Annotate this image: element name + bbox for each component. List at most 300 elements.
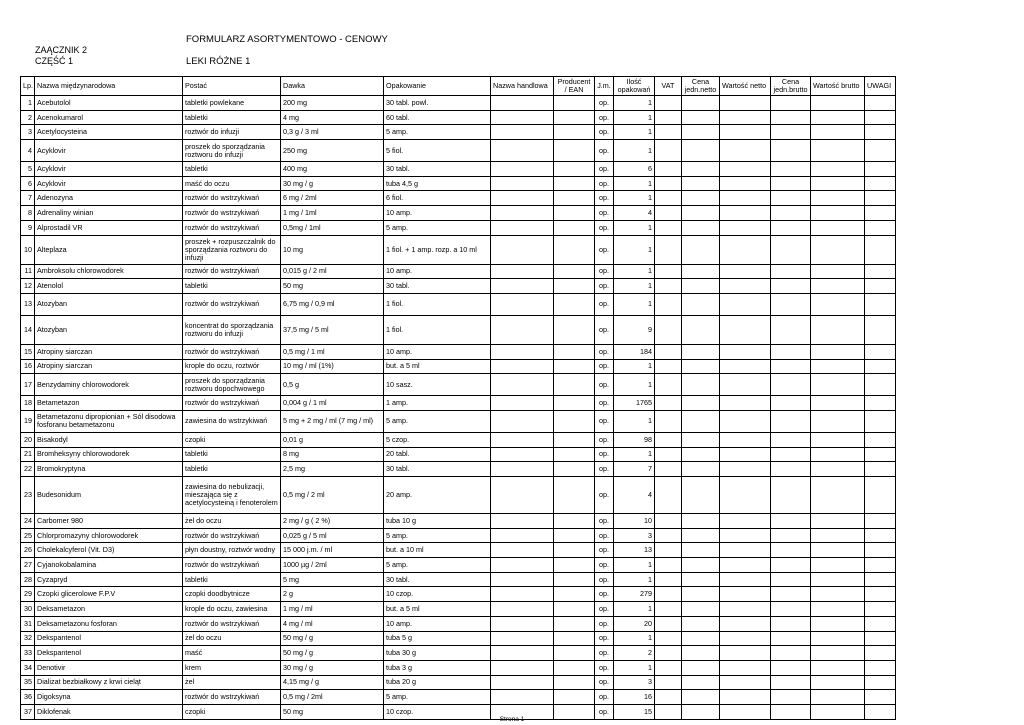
vat-cell[interactable]	[655, 110, 682, 125]
gross-value-cell[interactable]	[811, 206, 865, 221]
unit-net-price-cell[interactable]	[682, 616, 720, 631]
vat-cell[interactable]	[655, 602, 682, 617]
unit-gross-price-cell[interactable]	[771, 432, 811, 447]
remarks-cell[interactable]	[865, 110, 896, 125]
remarks-cell[interactable]	[865, 690, 896, 705]
producer-ean-cell[interactable]	[554, 344, 595, 359]
remarks-cell[interactable]	[865, 96, 896, 111]
unit-net-price-cell[interactable]	[682, 344, 720, 359]
remarks-cell[interactable]	[865, 543, 896, 558]
unit-gross-price-cell[interactable]	[771, 315, 811, 344]
producer-ean-cell[interactable]	[554, 374, 595, 396]
trade-name-cell[interactable]	[491, 514, 554, 529]
unit-gross-price-cell[interactable]	[771, 374, 811, 396]
remarks-cell[interactable]	[865, 220, 896, 235]
unit-net-price-cell[interactable]	[682, 631, 720, 646]
trade-name-cell[interactable]	[491, 110, 554, 125]
vat-cell[interactable]	[655, 616, 682, 631]
vat-cell[interactable]	[655, 220, 682, 235]
remarks-cell[interactable]	[865, 293, 896, 315]
trade-name-cell[interactable]	[491, 616, 554, 631]
unit-gross-price-cell[interactable]	[771, 396, 811, 411]
gross-value-cell[interactable]	[811, 344, 865, 359]
unit-net-price-cell[interactable]	[682, 690, 720, 705]
net-value-cell[interactable]	[720, 293, 771, 315]
gross-value-cell[interactable]	[811, 558, 865, 573]
unit-gross-price-cell[interactable]	[771, 359, 811, 374]
producer-ean-cell[interactable]	[554, 514, 595, 529]
column-header: Nazwa międzynarodowa	[35, 77, 183, 96]
unit-net-price-cell[interactable]	[682, 602, 720, 617]
producer-ean-cell[interactable]	[554, 206, 595, 221]
unit-net-price-cell[interactable]	[682, 432, 720, 447]
trade-name-cell[interactable]	[491, 631, 554, 646]
net-value-cell[interactable]	[720, 110, 771, 125]
unit-gross-price-cell[interactable]	[771, 602, 811, 617]
net-value-cell[interactable]	[720, 176, 771, 191]
row-number: 3	[21, 125, 35, 140]
vat-cell[interactable]	[655, 690, 682, 705]
vat-cell[interactable]	[655, 514, 682, 529]
unit-net-price-cell[interactable]	[682, 110, 720, 125]
net-value-cell[interactable]	[720, 125, 771, 140]
vat-cell[interactable]	[655, 125, 682, 140]
gross-value-cell[interactable]	[811, 125, 865, 140]
net-value-cell[interactable]	[720, 206, 771, 221]
producer-ean-cell[interactable]	[554, 264, 595, 279]
remarks-cell[interactable]	[865, 191, 896, 206]
remarks-cell[interactable]	[865, 558, 896, 573]
net-value-cell[interactable]	[720, 191, 771, 206]
unit-gross-price-cell[interactable]	[771, 206, 811, 221]
remarks-cell[interactable]	[865, 631, 896, 646]
remarks-cell[interactable]	[865, 572, 896, 587]
remarks-cell[interactable]	[865, 432, 896, 447]
gross-value-cell[interactable]	[811, 359, 865, 374]
gross-value-cell[interactable]	[811, 235, 865, 264]
unit-gross-price-cell[interactable]	[771, 410, 811, 432]
trade-name-cell[interactable]	[491, 410, 554, 432]
trade-name-cell[interactable]	[491, 646, 554, 661]
unit-net-price-cell[interactable]	[682, 410, 720, 432]
trade-name-cell[interactable]	[491, 396, 554, 411]
net-value-cell[interactable]	[720, 616, 771, 631]
remarks-cell[interactable]	[865, 125, 896, 140]
vat-cell[interactable]	[655, 572, 682, 587]
gross-value-cell[interactable]	[811, 432, 865, 447]
unit-net-price-cell[interactable]	[682, 587, 720, 602]
remarks-cell[interactable]	[865, 447, 896, 462]
vat-cell[interactable]	[655, 675, 682, 690]
trade-name-cell[interactable]	[491, 125, 554, 140]
vat-cell[interactable]	[655, 587, 682, 602]
producer-ean-cell[interactable]	[554, 279, 595, 294]
remarks-cell[interactable]	[865, 176, 896, 191]
trade-name-cell[interactable]	[491, 206, 554, 221]
gross-value-cell[interactable]	[811, 660, 865, 675]
vat-cell[interactable]	[655, 96, 682, 111]
producer-ean-cell[interactable]	[554, 315, 595, 344]
unit-net-price-cell[interactable]	[682, 125, 720, 140]
vat-cell[interactable]	[655, 543, 682, 558]
unit-gross-price-cell[interactable]	[771, 293, 811, 315]
unit-gross-price-cell[interactable]	[771, 140, 811, 162]
vat-cell[interactable]	[655, 315, 682, 344]
vat-cell[interactable]	[655, 396, 682, 411]
remarks-cell[interactable]	[865, 660, 896, 675]
vat-cell[interactable]	[655, 432, 682, 447]
remarks-cell[interactable]	[865, 140, 896, 162]
trade-name-cell[interactable]	[491, 96, 554, 111]
net-value-cell[interactable]	[720, 675, 771, 690]
unit-gross-price-cell[interactable]	[771, 279, 811, 294]
trade-name-cell[interactable]	[491, 359, 554, 374]
producer-ean-cell[interactable]	[554, 631, 595, 646]
package-quantity: 20	[614, 616, 655, 631]
producer-ean-cell[interactable]	[554, 396, 595, 411]
vat-cell[interactable]	[655, 410, 682, 432]
gross-value-cell[interactable]	[811, 220, 865, 235]
gross-value-cell[interactable]	[811, 110, 865, 125]
producer-ean-cell[interactable]	[554, 572, 595, 587]
vat-cell[interactable]	[655, 558, 682, 573]
gross-value-cell[interactable]	[811, 462, 865, 477]
producer-ean-cell[interactable]	[554, 602, 595, 617]
unit-gross-price-cell[interactable]	[771, 191, 811, 206]
producer-ean-cell[interactable]	[554, 96, 595, 111]
dosage-form: tabletki	[183, 162, 281, 177]
remarks-cell[interactable]	[865, 646, 896, 661]
net-value-cell[interactable]	[720, 646, 771, 661]
net-value-cell[interactable]	[720, 344, 771, 359]
gross-value-cell[interactable]	[811, 279, 865, 294]
producer-ean-cell[interactable]	[554, 528, 595, 543]
gross-value-cell[interactable]	[811, 396, 865, 411]
net-value-cell[interactable]	[720, 631, 771, 646]
producer-ean-cell[interactable]	[554, 235, 595, 264]
unit-net-price-cell[interactable]	[682, 543, 720, 558]
unit-gross-price-cell[interactable]	[771, 220, 811, 235]
unit-net-price-cell[interactable]	[682, 140, 720, 162]
trade-name-cell[interactable]	[491, 315, 554, 344]
remarks-cell[interactable]	[865, 359, 896, 374]
dose: 1 mg / ml	[281, 602, 384, 617]
gross-value-cell[interactable]	[811, 293, 865, 315]
unit-gross-price-cell[interactable]	[771, 176, 811, 191]
producer-ean-cell[interactable]	[554, 293, 595, 315]
gross-value-cell[interactable]	[811, 631, 865, 646]
net-value-cell[interactable]	[720, 96, 771, 111]
unit-net-price-cell[interactable]	[682, 176, 720, 191]
remarks-cell[interactable]	[865, 374, 896, 396]
trade-name-cell[interactable]	[491, 191, 554, 206]
unit-net-price-cell[interactable]	[682, 315, 720, 344]
gross-value-cell[interactable]	[811, 96, 865, 111]
producer-ean-cell[interactable]	[554, 587, 595, 602]
unit-gross-price-cell[interactable]	[771, 110, 811, 125]
gross-value-cell[interactable]	[811, 140, 865, 162]
trade-name-cell[interactable]	[491, 235, 554, 264]
unit-gross-price-cell[interactable]	[771, 447, 811, 462]
net-value-cell[interactable]	[720, 528, 771, 543]
gross-value-cell[interactable]	[811, 264, 865, 279]
gross-value-cell[interactable]	[811, 587, 865, 602]
producer-ean-cell[interactable]	[554, 162, 595, 177]
packaging: 30 tabl.	[384, 279, 491, 294]
unit-net-price-cell[interactable]	[682, 528, 720, 543]
trade-name-cell[interactable]	[491, 558, 554, 573]
unit-net-price-cell[interactable]	[682, 447, 720, 462]
producer-ean-cell[interactable]	[554, 558, 595, 573]
trade-name-cell[interactable]	[491, 344, 554, 359]
vat-cell[interactable]	[655, 447, 682, 462]
net-value-cell[interactable]	[720, 140, 771, 162]
gross-value-cell[interactable]	[811, 514, 865, 529]
producer-ean-cell[interactable]	[554, 447, 595, 462]
net-value-cell[interactable]	[720, 558, 771, 573]
net-value-cell[interactable]	[720, 432, 771, 447]
trade-name-cell[interactable]	[491, 176, 554, 191]
dosage-form: roztwór do wstrzykiwań	[183, 264, 281, 279]
unit-net-price-cell[interactable]	[682, 162, 720, 177]
vat-cell[interactable]	[655, 528, 682, 543]
trade-name-cell[interactable]	[491, 528, 554, 543]
unit-gross-price-cell[interactable]	[771, 462, 811, 477]
producer-ean-cell[interactable]	[554, 660, 595, 675]
unit-gross-price-cell[interactable]	[771, 477, 811, 514]
producer-ean-cell[interactable]	[554, 646, 595, 661]
producer-ean-cell[interactable]	[554, 616, 595, 631]
trade-name-cell[interactable]	[491, 543, 554, 558]
remarks-cell[interactable]	[865, 514, 896, 529]
net-value-cell[interactable]	[720, 660, 771, 675]
net-value-cell[interactable]	[720, 359, 771, 374]
trade-name-cell[interactable]	[491, 162, 554, 177]
producer-ean-cell[interactable]	[554, 462, 595, 477]
net-value-cell[interactable]	[720, 279, 771, 294]
unit-gross-price-cell[interactable]	[771, 528, 811, 543]
unit-net-price-cell[interactable]	[682, 660, 720, 675]
producer-ean-cell[interactable]	[554, 220, 595, 235]
producer-ean-cell[interactable]	[554, 543, 595, 558]
trade-name-cell[interactable]	[491, 675, 554, 690]
remarks-cell[interactable]	[865, 587, 896, 602]
vat-cell[interactable]	[655, 293, 682, 315]
producer-ean-cell[interactable]	[554, 140, 595, 162]
vat-cell[interactable]	[655, 344, 682, 359]
gross-value-cell[interactable]	[811, 528, 865, 543]
net-value-cell[interactable]	[720, 477, 771, 514]
remarks-cell[interactable]	[865, 279, 896, 294]
trade-name-cell[interactable]	[491, 477, 554, 514]
unit-net-price-cell[interactable]	[682, 572, 720, 587]
net-value-cell[interactable]	[720, 162, 771, 177]
remarks-cell[interactable]	[865, 602, 896, 617]
remarks-cell[interactable]	[865, 410, 896, 432]
gross-value-cell[interactable]	[811, 191, 865, 206]
gross-value-cell[interactable]	[811, 477, 865, 514]
vat-cell[interactable]	[655, 279, 682, 294]
unit-net-price-cell[interactable]	[682, 396, 720, 411]
net-value-cell[interactable]	[720, 374, 771, 396]
vat-cell[interactable]	[655, 374, 682, 396]
gross-value-cell[interactable]	[811, 646, 865, 661]
gross-value-cell[interactable]	[811, 602, 865, 617]
net-value-cell[interactable]	[720, 396, 771, 411]
gross-value-cell[interactable]	[811, 176, 865, 191]
unit-gross-price-cell[interactable]	[771, 162, 811, 177]
remarks-cell[interactable]	[865, 206, 896, 221]
vat-cell[interactable]	[655, 646, 682, 661]
vat-cell[interactable]	[655, 206, 682, 221]
unit-gross-price-cell[interactable]	[771, 587, 811, 602]
net-value-cell[interactable]	[720, 235, 771, 264]
unit-gross-price-cell[interactable]	[771, 344, 811, 359]
unit-net-price-cell[interactable]	[682, 191, 720, 206]
trade-name-cell[interactable]	[491, 587, 554, 602]
trade-name-cell[interactable]	[491, 279, 554, 294]
unit-net-price-cell[interactable]	[682, 374, 720, 396]
remarks-cell[interactable]	[865, 396, 896, 411]
vat-cell[interactable]	[655, 235, 682, 264]
net-value-cell[interactable]	[720, 462, 771, 477]
unit-gross-price-cell[interactable]	[771, 514, 811, 529]
trade-name-cell[interactable]	[491, 264, 554, 279]
producer-ean-cell[interactable]	[554, 432, 595, 447]
gross-value-cell[interactable]	[811, 543, 865, 558]
unit-gross-price-cell[interactable]	[771, 646, 811, 661]
trade-name-cell[interactable]	[491, 660, 554, 675]
gross-value-cell[interactable]	[811, 410, 865, 432]
net-value-cell[interactable]	[720, 315, 771, 344]
unit-gross-price-cell[interactable]	[771, 264, 811, 279]
unit-net-price-cell[interactable]	[682, 558, 720, 573]
unit-gross-price-cell[interactable]	[771, 96, 811, 111]
remarks-cell[interactable]	[865, 235, 896, 264]
unit-net-price-cell[interactable]	[682, 264, 720, 279]
net-value-cell[interactable]	[720, 410, 771, 432]
unit-net-price-cell[interactable]	[682, 96, 720, 111]
unit-gross-price-cell[interactable]	[771, 235, 811, 264]
net-value-cell[interactable]	[720, 587, 771, 602]
producer-ean-cell[interactable]	[554, 690, 595, 705]
unit-gross-price-cell[interactable]	[771, 125, 811, 140]
unit-net-price-cell[interactable]	[682, 675, 720, 690]
unit-gross-price-cell[interactable]	[771, 543, 811, 558]
remarks-cell[interactable]	[865, 315, 896, 344]
producer-ean-cell[interactable]	[554, 477, 595, 514]
producer-ean-cell[interactable]	[554, 176, 595, 191]
trade-name-cell[interactable]	[491, 462, 554, 477]
vat-cell[interactable]	[655, 162, 682, 177]
vat-cell[interactable]	[655, 477, 682, 514]
remarks-cell[interactable]	[865, 528, 896, 543]
dosage-form: żel do oczu	[183, 514, 281, 529]
unit-gross-price-cell[interactable]	[771, 675, 811, 690]
unit-gross-price-cell[interactable]	[771, 558, 811, 573]
vat-cell[interactable]	[655, 176, 682, 191]
trade-name-cell[interactable]	[491, 447, 554, 462]
net-value-cell[interactable]	[720, 514, 771, 529]
trade-name-cell[interactable]	[491, 432, 554, 447]
unit-gross-price-cell[interactable]	[771, 572, 811, 587]
gross-value-cell[interactable]	[811, 616, 865, 631]
packaging: tuba 3 g	[384, 660, 491, 675]
trade-name-cell[interactable]	[491, 140, 554, 162]
trade-name-cell[interactable]	[491, 602, 554, 617]
dose: 0,5 mg / 2ml	[281, 690, 384, 705]
unit-net-price-cell[interactable]	[682, 477, 720, 514]
international-name: Czopki glicerolowe F.P.V	[35, 587, 183, 602]
trade-name-cell[interactable]	[491, 293, 554, 315]
unit-net-price-cell[interactable]	[682, 220, 720, 235]
vat-cell[interactable]	[655, 359, 682, 374]
unit-gross-price-cell[interactable]	[771, 690, 811, 705]
unit-net-price-cell[interactable]	[682, 293, 720, 315]
producer-ean-cell[interactable]	[554, 125, 595, 140]
remarks-cell[interactable]	[865, 264, 896, 279]
gross-value-cell[interactable]	[811, 675, 865, 690]
vat-cell[interactable]	[655, 191, 682, 206]
unit-net-price-cell[interactable]	[682, 235, 720, 264]
net-value-cell[interactable]	[720, 220, 771, 235]
vat-cell[interactable]	[655, 462, 682, 477]
trade-name-cell[interactable]	[491, 572, 554, 587]
remarks-cell[interactable]	[865, 675, 896, 690]
gross-value-cell[interactable]	[811, 690, 865, 705]
producer-ean-cell[interactable]	[554, 675, 595, 690]
net-value-cell[interactable]	[720, 264, 771, 279]
gross-value-cell[interactable]	[811, 572, 865, 587]
net-value-cell[interactable]	[720, 447, 771, 462]
unit-net-price-cell[interactable]	[682, 462, 720, 477]
remarks-cell[interactable]	[865, 462, 896, 477]
trade-name-cell[interactable]	[491, 690, 554, 705]
unit: op.	[595, 315, 614, 344]
net-value-cell[interactable]	[720, 543, 771, 558]
trade-name-cell[interactable]	[491, 220, 554, 235]
unit-net-price-cell[interactable]	[682, 359, 720, 374]
producer-ean-cell[interactable]	[554, 410, 595, 432]
vat-cell[interactable]	[655, 660, 682, 675]
remarks-cell[interactable]	[865, 477, 896, 514]
unit-gross-price-cell[interactable]	[771, 616, 811, 631]
vat-cell[interactable]	[655, 631, 682, 646]
unit-net-price-cell[interactable]	[682, 279, 720, 294]
gross-value-cell[interactable]	[811, 374, 865, 396]
gross-value-cell[interactable]	[811, 315, 865, 344]
gross-value-cell[interactable]	[811, 447, 865, 462]
vat-cell[interactable]	[655, 140, 682, 162]
unit-net-price-cell[interactable]	[682, 206, 720, 221]
unit-net-price-cell[interactable]	[682, 646, 720, 661]
net-value-cell[interactable]	[720, 602, 771, 617]
producer-ean-cell[interactable]	[554, 191, 595, 206]
producer-ean-cell[interactable]	[554, 359, 595, 374]
net-value-cell[interactable]	[720, 690, 771, 705]
unit-net-price-cell[interactable]	[682, 514, 720, 529]
net-value-cell[interactable]	[720, 572, 771, 587]
remarks-cell[interactable]	[865, 616, 896, 631]
remarks-cell[interactable]	[865, 162, 896, 177]
unit-gross-price-cell[interactable]	[771, 660, 811, 675]
trade-name-cell[interactable]	[491, 374, 554, 396]
gross-value-cell[interactable]	[811, 162, 865, 177]
remarks-cell[interactable]	[865, 344, 896, 359]
vat-cell[interactable]	[655, 264, 682, 279]
unit-gross-price-cell[interactable]	[771, 631, 811, 646]
producer-ean-cell[interactable]	[554, 110, 595, 125]
